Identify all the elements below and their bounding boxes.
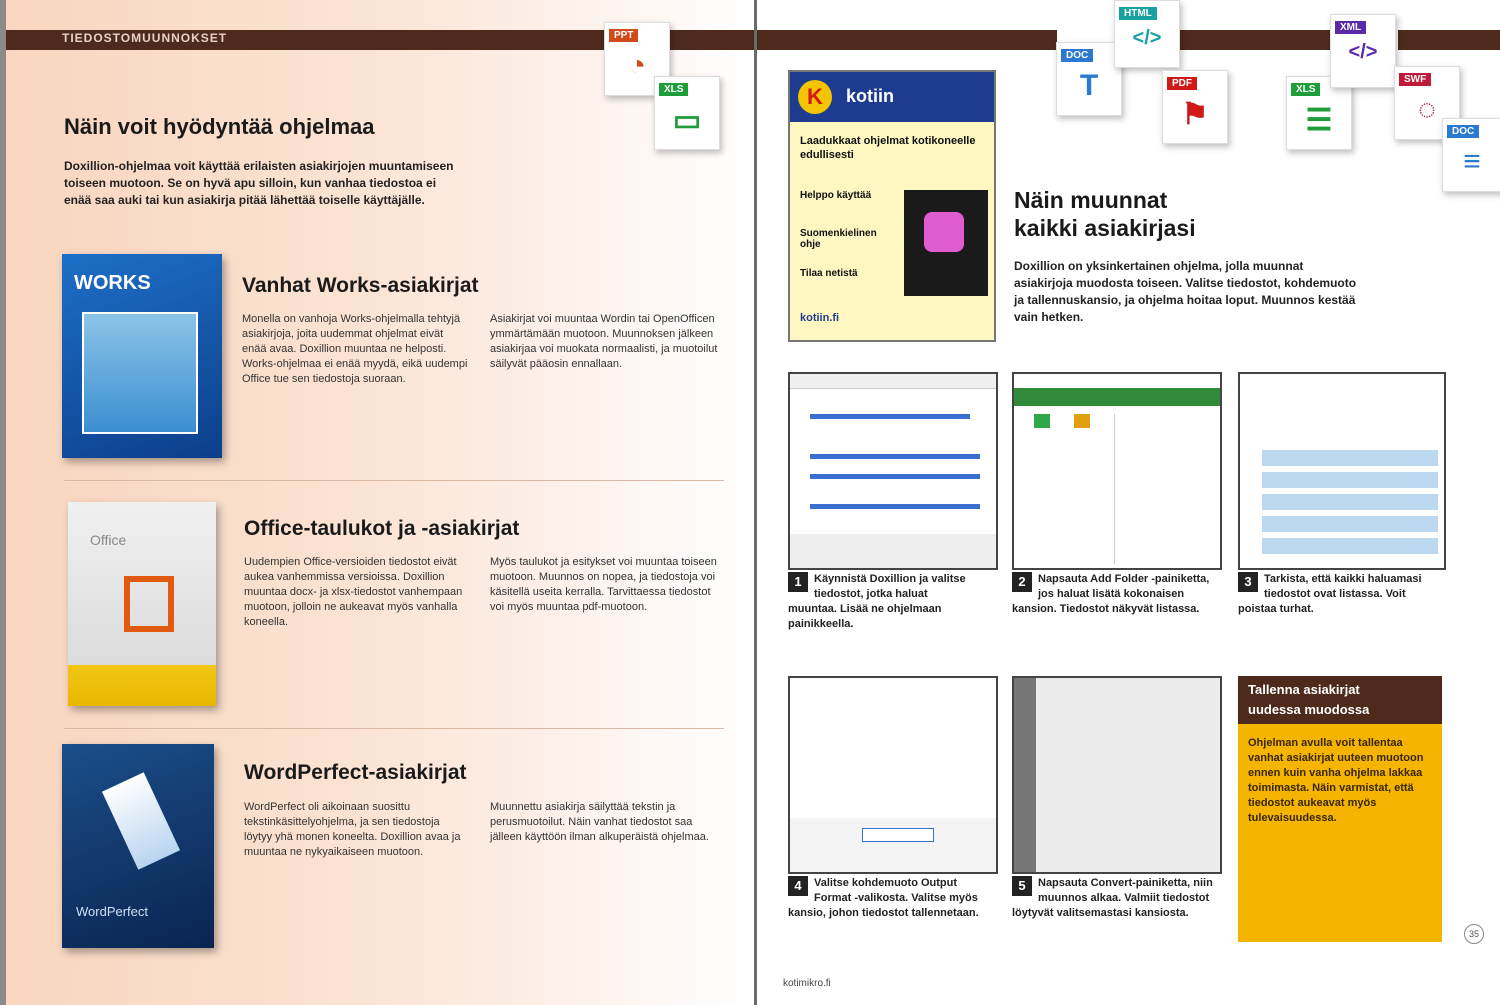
file-tag: XML (1335, 21, 1366, 34)
format-dropdown (862, 828, 934, 842)
file-tile-doc (1056, 42, 1122, 116)
ad-line: Helppo käyttää (800, 190, 872, 201)
file-tile-pdf (1162, 70, 1228, 144)
step-text: Napsauta Add Folder -painiketta, jos haluat lisätä kokonaisen kansion. Tiedostot näkyvät listassa. (1012, 573, 1210, 615)
text-icon: T (1079, 69, 1099, 102)
page-footer: kotimikro.fi (783, 978, 831, 989)
list-row (1262, 494, 1438, 510)
divider-line (1114, 414, 1115, 564)
file-tag: XLS (659, 83, 688, 96)
add-icon (1034, 414, 1050, 428)
pen-icon (102, 772, 180, 869)
brand-logo-icon: K (798, 80, 832, 114)
step-caption-2 (1012, 572, 1222, 617)
section-divider (64, 480, 724, 481)
step-caption-3 (1238, 572, 1442, 617)
section-divider (64, 728, 724, 729)
step-screenshot-5 (1012, 676, 1222, 874)
title-line: kaikki asiakirjasi (1014, 215, 1196, 241)
right-page-title (1014, 186, 1196, 242)
tip-title-line: Tallenna asiakirjat (1248, 682, 1360, 697)
sidebar (1014, 678, 1036, 872)
step-number: 2 (1012, 572, 1032, 592)
section-text-col2: Asiakirjat voi muuntaa Wordin tai OpenOfficen ymmärtämään muotoon. Muunnoksen jälkeen asiakirjaa voi muokata normaalisti, ja muotoilut säilyvät pääosin ennallaan. (490, 313, 718, 370)
list-line (810, 454, 980, 459)
section-text-col1: Uudempien Office-versioiden tiedostot eivät aukea vanhemmissa versioissa. Doxillion muuntaa docx- ja xlsx-tiedostot vanhempaan muotoon, jolloin ne aukeavat myös vanhalla koneella. (244, 556, 463, 628)
header-band-left-end (668, 30, 754, 50)
left-page-edge (0, 0, 6, 1005)
pie-chart-icon: ◔ (627, 49, 647, 82)
list-row (1262, 516, 1438, 532)
list-line (810, 504, 980, 509)
section-text-col2: Myös taulukot ja esitykset voi muuntaa toiseen muotoon. Muunnos on nopea, ja tiedostoja voi käsitellä useita kerralla. Tarvittaessa tiedostot voi myös muuntaa pdf-muotoon. (490, 556, 717, 613)
section-title-office: Office-taulukot ja -asiakirjat (244, 517, 520, 540)
step-number: 5 (1012, 876, 1032, 896)
file-tile-xls (654, 76, 720, 150)
table-icon: ☰ (1305, 104, 1333, 137)
file-tag: HTML (1119, 7, 1157, 20)
header-band-right (757, 30, 1057, 50)
ad-line: Tilaa netistä (800, 268, 858, 279)
section-text-col2: Muunnettu asiakirja säilyttää tekstin ja perusmuotoilut. Näin vanhat tiedostot saa jälleen käyttöön ilman alkuperäistä ohjelmaa. (490, 801, 709, 843)
left-page-intro: Doxillion-ohjelmaa voit käyttää erilaisten asiakirjojen muuntamiseen toiseen muotoon. Se on hyvä apu silloin, kun vanhaa tiedostoa ei enää saa auki tai kun asiakirja pitää lähettää toiselle käyttäjälle. (64, 159, 454, 207)
ad-header (790, 72, 994, 122)
tip-title-line: uudessa muodossa (1248, 702, 1370, 717)
list-line (810, 414, 970, 419)
ad-line: Suomenkielinen ohje (800, 228, 877, 250)
product-art (924, 212, 964, 252)
code-icon: </> (1132, 27, 1162, 49)
file-tag: DOC (1061, 49, 1093, 62)
list-line (810, 474, 980, 479)
window-titlebar (790, 374, 996, 389)
ribbon-bar (1014, 388, 1220, 406)
section-title-works: Vanhat Works-asiakirjat (242, 274, 479, 297)
folder-icon (1074, 414, 1090, 428)
file-tag: SWF (1399, 73, 1431, 86)
ad-brand: kotiin (846, 86, 894, 106)
tip-title (1238, 676, 1442, 724)
file-tile-xml (1330, 14, 1396, 88)
step-number: 1 (788, 572, 808, 592)
step-text: Valitse kohdemuoto Output Format -valikosta. Valitse myös kansio, johon tiedostot tallennetaan. (788, 877, 979, 919)
file-tag: PDF (1167, 77, 1197, 90)
file-tag: PPT (609, 29, 638, 42)
page-gutter (754, 0, 757, 1005)
right-page-intro: Doxillion on yksinkertainen ohjelma, jolla muunnat asiakirjoja muodosta toiseen. Valitse tiedostot, kohdemuoto ja tallennuskansio, ja ohjelma hoitaa loput. Muunnos kestää vain hetken. (1014, 259, 1357, 324)
section-text-col1: Monella on vanhoja Works-ohjelmalla tehtyjä asiakirjoja, joita uudemmat ohjelmat eivät enää avaa. Doxillion muuntaa ne helposti. Works-ohjelmaa ei enää myydä, eikä uudempi Office tue sen tiedostoja suoraan. (242, 313, 468, 385)
file-tile-doc-2 (1442, 118, 1500, 192)
code-icon: </> (1348, 41, 1378, 63)
sheet-icon: ▭ (672, 104, 702, 137)
header-band-right-mid (1180, 30, 1330, 50)
box-label: Office (90, 532, 127, 548)
box-label: WordPerfect (76, 904, 149, 919)
step-screenshot-4 (788, 676, 998, 874)
step-screenshot-2 (1012, 372, 1222, 570)
step-number: 3 (1238, 572, 1258, 592)
file-tag: DOC (1447, 125, 1479, 138)
advertisement (788, 70, 996, 342)
file-tag: XLS (1291, 83, 1320, 96)
pdf-icon: ⚑ (1181, 98, 1209, 131)
window-footer (790, 818, 996, 872)
office-logo-icon (124, 576, 174, 632)
section-label: TIEDOSTOMUUNNOKSET (62, 31, 228, 45)
step-caption-1 (788, 572, 978, 632)
header-band-right-end (1398, 30, 1500, 50)
window-footer (790, 534, 996, 568)
ad-cta[interactable]: kotiin.fi (800, 312, 840, 324)
media-icon: ◌ (1418, 93, 1436, 126)
lines-icon: ≡ (1463, 145, 1481, 178)
office-product-box (68, 502, 216, 706)
title-line: Näin muunnat (1014, 187, 1168, 213)
file-tile-html (1114, 0, 1180, 68)
tip-box (1238, 676, 1442, 942)
step-text: Napsauta Convert-painiketta, niin muunnos alkaa. Valmiit tiedostot löytyvät valitsemastasi kansiosta. (1012, 877, 1213, 919)
left-page-title: Näin voit hyödyntää ohjelmaa (64, 114, 375, 139)
step-text: Käynnistä Doxillion ja valitse tiedostot, jotka haluat muuntaa. Lisää ne ohjelmaan painikkeella. (788, 573, 966, 630)
works-product-box (62, 254, 222, 458)
wordperfect-product-box (62, 744, 214, 948)
step-caption-4 (788, 876, 994, 921)
page-number: 35 (1464, 924, 1484, 944)
step-number: 4 (788, 876, 808, 896)
list-row (1262, 450, 1438, 466)
ad-headline: Laadukkaat ohjelmat kotikoneelle edullisesti (800, 135, 976, 161)
step-text: Tarkista, että kaikki haluamasi tiedostot ovat listassa. Voit poistaa turhat. (1238, 573, 1422, 615)
box-label: WORKS (74, 272, 151, 294)
tip-body: Ohjelman avulla voit tallentaa vanhat asiakirjat uuteen muotoon ennen kuin vanha ohjelma lakkaa toimimasta. Näin varmistat, että tiedostot aukeavat myös tulevaisuudessa. (1248, 737, 1424, 824)
section-text-col1: WordPerfect oli aikoinaan suosittu tekstinkäsittelyohjelma, ja sen tiedostoja löytyy yhä monen koneelta. Doxillion avaa ja muuntaa ne nykyaikaiseen muotoon. (244, 801, 461, 858)
list-row (1262, 538, 1438, 554)
list-row (1262, 472, 1438, 488)
ad-product-box (904, 190, 988, 296)
product-photo (82, 312, 198, 434)
section-title-wordperfect: WordPerfect-asiakirjat (244, 761, 467, 784)
step-screenshot-1 (788, 372, 998, 570)
step-caption-5 (1012, 876, 1222, 921)
step-screenshot-3 (1238, 372, 1446, 570)
